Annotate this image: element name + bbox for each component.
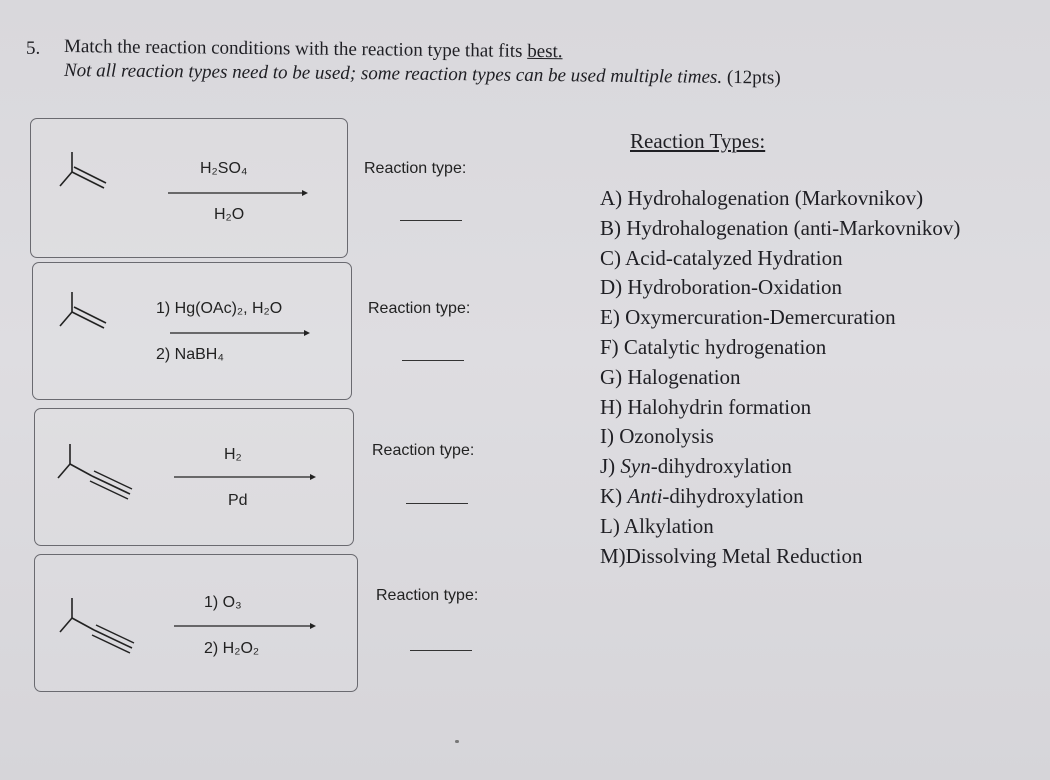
note-text: Not all reaction types need to be used; some reaction types can be used multiple times. — [63, 60, 723, 88]
reaction-arrow-icon — [170, 328, 310, 338]
reagent-bottom: H₂O — [214, 206, 245, 223]
item-prefix: K) — [600, 483, 628, 508]
reaction-type-item: B) Hydrohalogenation (anti-Markovnikov) — [600, 215, 961, 240]
reagent-top: 1) Hg(OAc)₂, H₂O — [156, 300, 283, 317]
reaction-type-label: Reaction type: — [368, 300, 471, 317]
alkene-structure-icon — [58, 290, 110, 340]
reaction-type-item: G) Halogenation — [600, 364, 741, 389]
reaction-type-item: I) Ozonolysis — [600, 424, 714, 449]
reagent-bottom: 2) H₂O₂ — [204, 640, 260, 657]
reaction-type-item: F) Catalytic hydrogenation — [600, 334, 827, 359]
reaction-type-item: M)Dissolving Metal Reduction — [600, 543, 863, 568]
answer-blank[interactable] — [400, 220, 462, 221]
answer-blank[interactable] — [410, 650, 472, 651]
reaction-type-item: H) Halohydrin formation — [600, 394, 812, 419]
item-suffix: -dihydroxylation — [662, 483, 804, 508]
reaction-type-item: A) Hydrohalogenation (Markovnikov) — [600, 186, 924, 210]
reaction-arrow-icon — [168, 188, 308, 198]
alkyne-structure-icon — [56, 442, 136, 502]
reaction-type-label: Reaction type: — [376, 587, 479, 604]
reagent-top: H₂SO₄ — [200, 160, 248, 177]
reaction-type-item — [600, 452, 960, 482]
instruction-underlined-word: best. — [527, 40, 563, 63]
alkyne-structure-icon — [58, 596, 138, 656]
answer-blank[interactable] — [402, 360, 464, 361]
reaction-type-item: E) Oxymercuration-Demercuration — [600, 305, 896, 330]
reaction-arrow-icon — [174, 621, 316, 631]
reaction-type-item: D) Hydroboration-Oxidation — [600, 275, 843, 300]
reagent-top: H₂ — [224, 446, 242, 463]
reaction-type-label: Reaction type: — [364, 160, 467, 177]
points-label: (12pts) — [726, 66, 781, 89]
question-instruction — [64, 36, 563, 63]
reaction-types-list — [600, 184, 960, 571]
item-italic: Syn — [620, 454, 651, 479]
reagent-top: 1) O₃ — [204, 594, 242, 611]
reagent-bottom: Pd — [228, 492, 248, 509]
reagent-bottom: 2) NaBH₄ — [156, 346, 224, 363]
instruction-text: Match the reaction conditions with the reaction type that fits — [63, 36, 528, 62]
reaction-type-item — [600, 482, 960, 512]
item-suffix: -dihydroxylation — [650, 454, 792, 479]
answer-blank[interactable] — [406, 503, 468, 504]
question-number: 5. — [26, 38, 41, 59]
reaction-type-label: Reaction type: — [372, 442, 475, 459]
pen-mark — [455, 740, 459, 743]
item-prefix: J) — [600, 454, 621, 479]
reaction-types-title: Reaction Types: — [630, 129, 766, 153]
question-note — [64, 60, 781, 90]
reaction-type-item: L) Alkylation — [600, 513, 714, 538]
reaction-type-item: C) Acid-catalyzed Hydration — [600, 245, 843, 270]
reaction-arrow-icon — [174, 472, 316, 482]
item-italic: Anti — [627, 483, 663, 508]
alkene-structure-icon — [58, 150, 110, 200]
